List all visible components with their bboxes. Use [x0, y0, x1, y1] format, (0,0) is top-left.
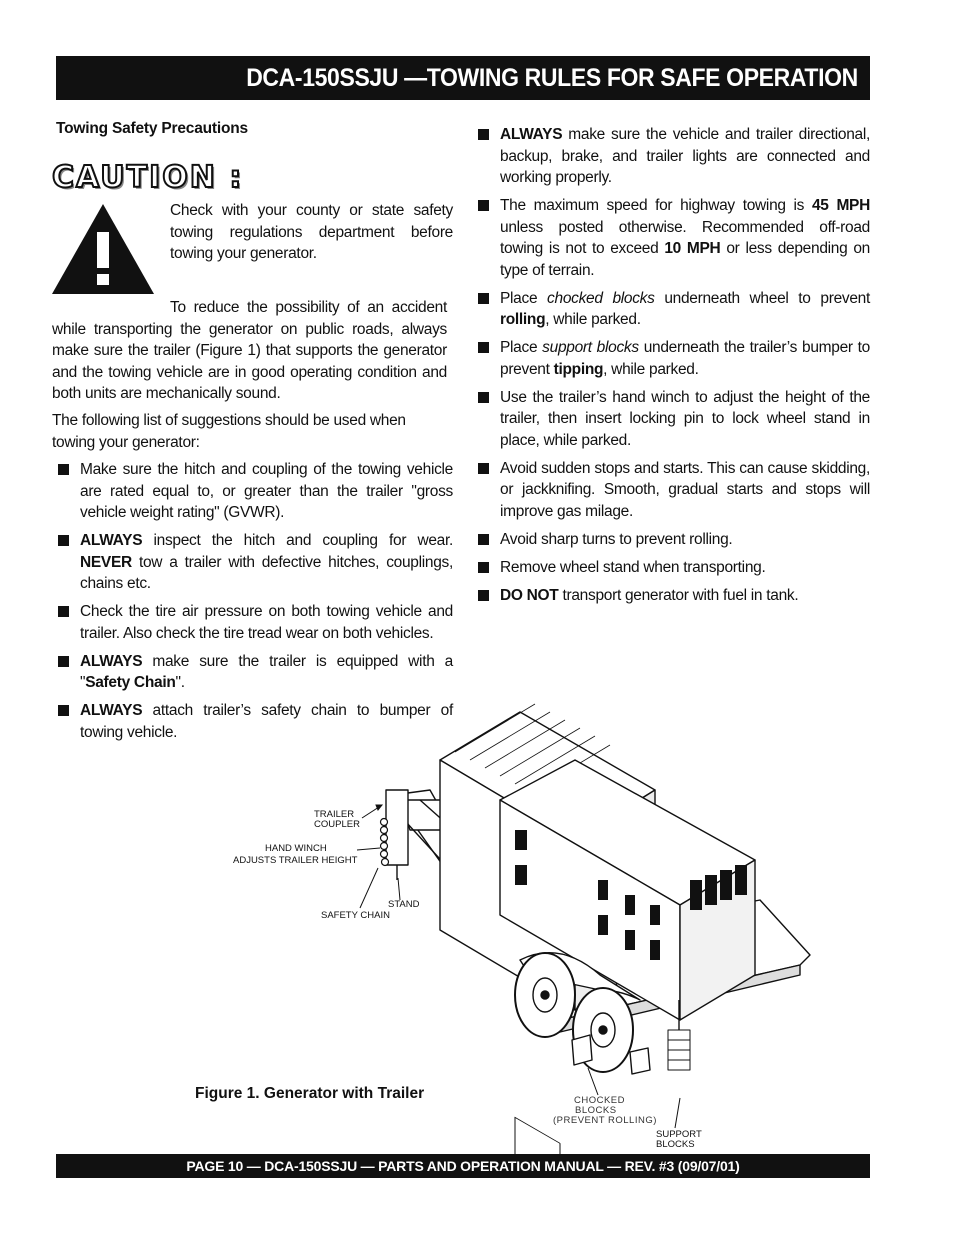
- section-subtitle: Towing Safety Precautions: [56, 120, 248, 137]
- list-item: Place chocked blocks underneath wheel to prevent rolling, while parked.: [476, 288, 870, 331]
- header-bar: [56, 56, 870, 100]
- callout-hand-winch: HAND WINCH: [265, 843, 327, 854]
- callout-prevent-rolling: (PREVENT ROLLING): [553, 1115, 657, 1126]
- figure-caption: Figure 1. Generator with Trailer: [195, 1085, 425, 1102]
- list-item: Use the trailer’s hand winch to adjust the height of the trailer, then insert locking pin to lock wheel stand in place, while parked.: [476, 387, 870, 452]
- list-intro: The following list of suggestions should be used when towing your generator:: [52, 412, 406, 451]
- list-item: DO NOT transport generator with fuel in tank.: [476, 585, 870, 607]
- bullet-square-icon: [58, 705, 69, 716]
- callout-support: SUPPORT: [656, 1129, 702, 1140]
- warning-triangle-icon: [52, 204, 154, 296]
- list-item: The maximum speed for highway towing is 45 MPH unless posted otherwise. Recommended off-road towing is not to exceed 10 MPH or less depending on type of terrain.: [476, 195, 870, 281]
- bullet-square-icon: [58, 535, 69, 546]
- bullet-square-icon: [58, 606, 69, 617]
- bullet-square-icon: [478, 534, 489, 545]
- callout-support-blocks: BLOCKS: [656, 1139, 695, 1150]
- bullet-square-icon: [478, 293, 489, 304]
- bullet-square-icon: [478, 463, 489, 474]
- list-item: Place support blocks underneath the trailer’s bumper to prevent tipping, while parked.: [476, 337, 870, 380]
- callout-adjusts-height: ADJUSTS TRAILER HEIGHT: [233, 855, 358, 866]
- bullet-square-icon: [478, 392, 489, 403]
- reduce-paragraph: To reduce the possibility of an accident while transporting the generator on public roads, always make sure the trailer (Figure 1) that supports the generator and the towing vehicle are in good operating condition and both units are mechanically sound.: [52, 299, 447, 402]
- footer-text: PAGE 10 — DCA-150SSJU — PARTS AND OPERATION MANUAL — REV. #3 (09/07/01): [186, 1158, 740, 1174]
- bullet-square-icon: [58, 464, 69, 475]
- page-title: DCA-150SSJU —TOWING RULES FOR SAFE OPERATION: [246, 63, 858, 92]
- list-item: Remove wheel stand when transporting.: [476, 557, 870, 579]
- list-item: Make sure the hitch and coupling of the towing vehicle are rated equal to, or greater than the trailer "gross vehicle weight rating" (GVWR).: [56, 459, 453, 524]
- bullet-square-icon: [478, 342, 489, 353]
- bullet-square-icon: [478, 200, 489, 211]
- bullet-square-icon: [478, 129, 489, 140]
- callout-chocked-blocks: BLOCKS: [575, 1105, 617, 1116]
- callout-coupler: COUPLER: [314, 819, 360, 830]
- list-item: Avoid sudden stops and starts. This can cause skidding, or jackknifing. Smooth, gradual starts and stops will improve gas milage.: [476, 458, 870, 523]
- list-item: ALWAYS make sure the vehicle and trailer directional, backup, brake, and trailer lights are connected and working properly.: [476, 124, 870, 189]
- callout-stand: STAND: [388, 899, 420, 910]
- callout-safety-chain: SAFETY CHAIN: [321, 910, 390, 921]
- callout-chocked: CHOCKED: [574, 1095, 626, 1106]
- list-item: ALWAYS make sure the trailer is equipped with a "Safety Chain".: [56, 651, 453, 694]
- callout-trailer: TRAILER: [314, 809, 355, 820]
- bullet-square-icon: [478, 562, 489, 573]
- list-item: Check the tire air pressure on both towing vehicle and trailer. Also check the tire tread wear on both vehicles.: [56, 601, 453, 644]
- list-item: ALWAYS attach trailer’s safety chain to bumper of towing vehicle.: [56, 700, 453, 743]
- list-item: ALWAYS inspect the hitch and coupling for wear. NEVER tow a trailer with defective hitches, couplings, chains etc.: [56, 530, 453, 595]
- caution-label: CAUTION :: [52, 160, 244, 195]
- list-item: Avoid sharp turns to prevent rolling.: [476, 529, 870, 551]
- caution-paragraph: Check with your county or state safety towing regulations department before towing your generator.: [170, 202, 453, 262]
- bullet-square-icon: [478, 590, 489, 601]
- footer-bar: [56, 1154, 870, 1178]
- bullet-square-icon: [58, 656, 69, 667]
- right-bullet-list: [476, 124, 870, 613]
